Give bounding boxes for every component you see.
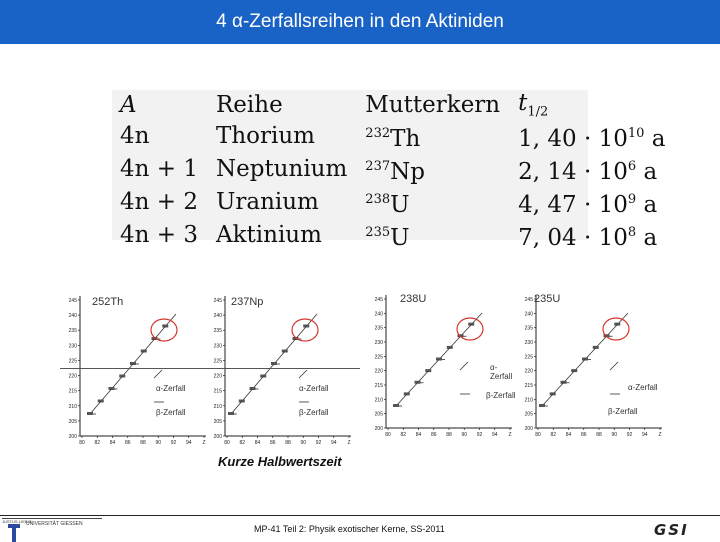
- table-row: [112, 120, 675, 153]
- cell-halflife: 2, $14 \cdot 10^6$ a: [518, 159, 658, 185]
- nuclide-marker: [228, 412, 234, 415]
- y-tick-label: 235: [68, 328, 77, 335]
- x-tick-label: Z: [658, 432, 662, 438]
- col-header-mutterkern: Mutterkern: [365, 92, 501, 118]
- legend-beta: β-Zerfall: [156, 408, 186, 417]
- y-tick-label: 225: [524, 354, 533, 361]
- chart-series-label: 252Th: [92, 296, 124, 308]
- col-header-halflife: $t_{1/2}$: [518, 90, 549, 120]
- y-tick-label: 215: [524, 383, 533, 389]
- y-tick-label: 210: [213, 403, 222, 410]
- table-row: [112, 153, 675, 186]
- x-tick-label: 92: [315, 440, 322, 446]
- x-tick-label: 80: [224, 440, 230, 446]
- table-header-row: [112, 90, 675, 120]
- table-row: [112, 219, 675, 252]
- decay-chart-thorium: [62, 288, 212, 450]
- y-tick-label: 200: [524, 426, 533, 432]
- cell-a: 4n + 2: [120, 189, 198, 215]
- y-tick-label: 240: [213, 313, 222, 320]
- highlight-ring: [151, 319, 177, 341]
- y-tick-label: 205: [374, 411, 383, 418]
- x-tick-label: 92: [626, 432, 633, 438]
- legend-alpha: α-Zerfall: [299, 384, 329, 393]
- chart-series-label: 237Np: [231, 296, 264, 308]
- divider-line: [60, 368, 360, 369]
- legend-beta: β-Zerfall: [608, 407, 638, 416]
- decay-series-table: [112, 90, 666, 251]
- x-tick-label: 82: [550, 432, 557, 438]
- cell-mutterkern: $^{235}$U: [365, 225, 410, 251]
- x-tick-label: 94: [491, 432, 498, 438]
- x-tick-label: 86: [124, 440, 131, 446]
- cell-mutterkern: $^{232}$Th: [365, 126, 421, 152]
- y-tick-label: 205: [213, 418, 222, 425]
- x-tick-label: 94: [185, 440, 192, 446]
- x-tick-label: 80: [535, 432, 541, 438]
- y-tick-label: 205: [524, 411, 533, 418]
- legend-beta: β-Zerfall: [299, 408, 329, 417]
- legend-alpha: α-Zerfall: [156, 384, 186, 393]
- y-tick-label: 205: [68, 418, 77, 425]
- cell-mutterkern: $^{238}$U: [365, 192, 410, 218]
- decay-chart-uranium-238: [368, 287, 518, 442]
- cell-halflife: 7, $04 \cdot 10^8$ a: [518, 225, 658, 251]
- cell-reihe: Thorium: [215, 123, 315, 149]
- nuclide-marker: [539, 404, 545, 407]
- y-tick-label: 220: [68, 373, 77, 380]
- x-tick-label: 86: [269, 440, 276, 446]
- chart-series-label: 235U: [534, 293, 561, 305]
- legend-beta: β-Zerfall: [486, 391, 516, 400]
- highlight-ring: [603, 318, 629, 340]
- nuclide-marker: [393, 404, 399, 407]
- y-tick-label: 200: [213, 434, 222, 440]
- x-tick-label: 82: [239, 440, 246, 446]
- legend-alpha-arrow: [154, 370, 162, 378]
- x-tick-label: 84: [415, 432, 422, 438]
- legend-alpha-arrow: [299, 370, 307, 378]
- cell-a: 4n + 1: [120, 156, 198, 182]
- university-emblem-icon: [6, 524, 22, 542]
- y-tick-label: 210: [374, 397, 383, 404]
- y-tick-label: 210: [68, 403, 77, 410]
- y-tick-label: 200: [68, 434, 77, 440]
- y-tick-label: 235: [213, 328, 222, 335]
- cell-reihe: Neptunium: [215, 156, 348, 182]
- x-tick-label: 88: [596, 432, 602, 438]
- footer: [0, 515, 720, 541]
- x-tick-label: 84: [254, 440, 261, 446]
- cell-a: 4n: [120, 123, 150, 149]
- y-tick-label: 230: [213, 343, 222, 350]
- x-tick-label: Z: [508, 432, 512, 438]
- highlight-ring: [457, 318, 483, 340]
- y-tick-label: 245: [524, 297, 533, 303]
- cell-reihe: Aktinium: [215, 222, 322, 248]
- x-tick-label: 94: [330, 440, 337, 446]
- x-tick-label: 88: [140, 440, 146, 446]
- y-tick-label: 235: [524, 325, 533, 332]
- x-tick-label: Z: [347, 440, 351, 446]
- x-tick-label: 92: [476, 432, 483, 438]
- x-tick-label: 84: [565, 432, 572, 438]
- y-tick-label: 220: [524, 368, 533, 375]
- y-tick-label: 225: [213, 358, 222, 365]
- col-header-reihe: Reihe: [215, 92, 283, 118]
- highlight-ring: [292, 319, 318, 341]
- y-tick-label: 230: [524, 340, 533, 346]
- x-tick-label: 82: [94, 440, 101, 446]
- y-tick-label: 245: [213, 298, 222, 304]
- slide-title-bar: [0, 0, 720, 44]
- slide-title: 4 α-Zerfallsreihen in den Aktiniden: [216, 11, 504, 32]
- y-tick-label: 200: [374, 426, 383, 432]
- x-tick-label: 88: [446, 432, 452, 438]
- x-tick-label: 92: [170, 440, 177, 446]
- legend-alpha: α-Zerfall: [490, 363, 513, 381]
- y-tick-label: 235: [374, 325, 383, 332]
- y-tick-label: 220: [213, 373, 222, 380]
- x-tick-label: 90: [300, 440, 307, 446]
- y-tick-label: 230: [374, 340, 383, 346]
- col-header-a: A: [120, 92, 137, 118]
- gsi-logo: GSI: [654, 521, 689, 539]
- x-tick-label: 86: [580, 432, 587, 438]
- y-tick-label: 215: [374, 383, 383, 389]
- y-tick-label: 225: [374, 354, 383, 361]
- y-tick-label: 210: [524, 397, 533, 404]
- cell-a: 4n + 3: [120, 222, 198, 248]
- x-tick-label: 82: [400, 432, 407, 438]
- chart-series-label: 238U: [400, 293, 427, 305]
- cell-halflife: 1, $40 \cdot 10^{10}$ a: [518, 126, 666, 152]
- caption-short-halflife: Kurze Halbwertszeit: [218, 454, 342, 469]
- footer-course-text: MP-41 Teil 2: Physik exotischer Kerne, SS-2011: [254, 524, 445, 534]
- decay-chart-uranium-235: [518, 287, 668, 442]
- cell-mutterkern: $^{237}$Np: [365, 159, 425, 185]
- x-tick-label: 90: [611, 432, 618, 438]
- table-row: [112, 186, 675, 219]
- y-tick-label: 245: [68, 298, 77, 304]
- decay-chart-neptunium: [207, 288, 357, 450]
- x-tick-label: 90: [155, 440, 162, 446]
- x-tick-label: 90: [461, 432, 468, 438]
- legend-alpha-arrow: [610, 362, 618, 370]
- x-tick-label: 88: [285, 440, 291, 446]
- y-tick-label: 225: [68, 358, 77, 365]
- x-tick-label: 94: [641, 432, 648, 438]
- x-tick-label: 80: [79, 440, 85, 446]
- y-tick-label: 240: [374, 311, 383, 318]
- y-tick-label: 215: [213, 388, 222, 395]
- y-tick-label: 240: [524, 311, 533, 318]
- x-tick-label: 84: [109, 440, 116, 446]
- y-tick-label: 220: [374, 368, 383, 375]
- x-tick-label: Z: [202, 440, 206, 446]
- x-tick-label: 86: [430, 432, 437, 438]
- x-tick-label: 80: [385, 432, 391, 438]
- y-tick-label: 245: [374, 297, 383, 303]
- y-tick-label: 240: [68, 313, 77, 320]
- legend-alpha-arrow: [460, 362, 468, 370]
- legend-alpha: α-Zerfall: [628, 383, 658, 392]
- y-tick-label: 215: [68, 388, 77, 395]
- cell-halflife: 4, $47 \cdot 10^9$ a: [518, 192, 658, 218]
- nuclide-marker: [87, 412, 93, 415]
- y-tick-label: 230: [68, 343, 77, 350]
- university-logo: JUSTUS-LIEBIG UNIVERSITÄT GIESSEN: [2, 518, 102, 540]
- cell-reihe: Uranium: [215, 189, 319, 215]
